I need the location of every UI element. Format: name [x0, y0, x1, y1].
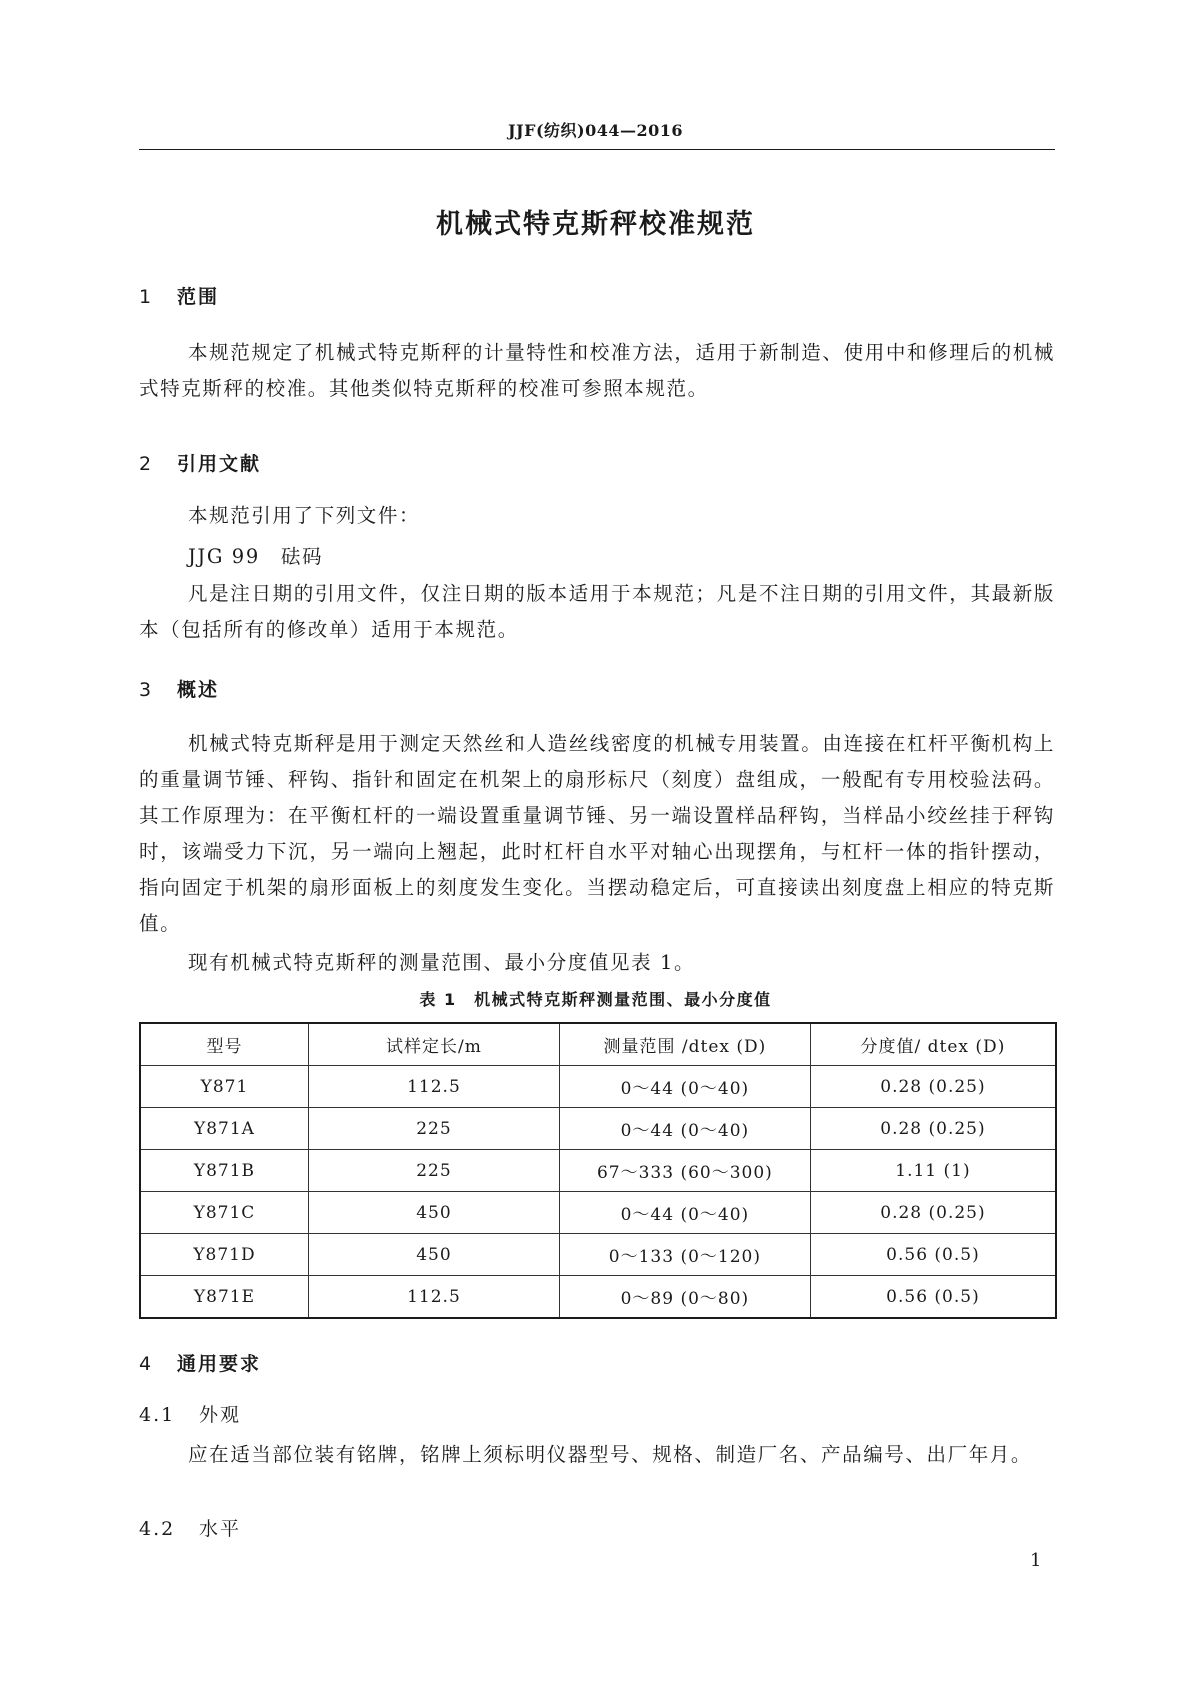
section-3-paragraph-1: 机械式特克斯秤是用于测定天然丝和人造丝线密度的机械专用装置。由连接在杠杆平衡机构上的重量调节锤、秤钩、指针和固定在机架上的扇形标尺（刻度）盘组成，一般配有专用校验法码。其工作原理为：在平衡杠杆的一端设置重量调节锤、另一端设置样品秤钩，当样品小绞丝挂于秤钩时，该端受力下沉，另一端向上翘起，此时杠杆自水平对轴心出现摆角，与杠杆一体的指针摆动，指向固定于机架的扇形面板上的刻度发生变化。当摆动稳定后，可直接读出刻度盘上相应的特克斯值。 [139, 732, 1055, 935]
table-row [140, 1192, 1056, 1234]
table-row [140, 1066, 1056, 1108]
document-title: 机械式特克斯秤校准规范 [436, 209, 755, 240]
subsection-4-2-heading [139, 1514, 241, 1541]
subsection-title: 外观 [199, 1404, 242, 1426]
table-cell: 0.28 (0.25) [810, 1192, 1056, 1234]
table-cell: 450 [308, 1192, 559, 1234]
table-cell: 0～89 (0～80) [559, 1276, 810, 1319]
subsection-title: 水平 [199, 1518, 242, 1540]
table-cell: 0～44 (0～40) [559, 1108, 810, 1150]
subsection-4-1-paragraph: 应在适当部位装有铭牌，铭牌上须标明仪器型号、规格、制造厂名、产品编号、出厂年月。 [188, 1443, 1033, 1466]
section-1-paragraph: 本规范规定了机械式特克斯秤的计量特性和校准方法，适用于新制造、使用中和修理后的机械式特克斯秤的校准。其他类似特克斯秤的校准可参照本规范。 [139, 341, 1055, 400]
column-header: 试样定长/m [308, 1023, 559, 1066]
table-row [140, 1150, 1056, 1192]
section-3-heading [139, 675, 219, 702]
section-number: 3 [139, 679, 154, 701]
section-4-heading [139, 1349, 261, 1376]
table-cell: 0.56 (0.5) [810, 1234, 1056, 1276]
section-title: 范围 [177, 286, 220, 308]
page-number: 1 [1030, 1550, 1042, 1571]
section-1-heading [139, 282, 219, 309]
section-number: 4 [139, 1353, 154, 1375]
column-header: 分度值/ dtex (D) [810, 1023, 1056, 1066]
references-intro: 本规范引用了下列文件： [188, 504, 421, 527]
table-cell: Y871D [140, 1234, 308, 1276]
reference-item: JJG 99 砝码 [188, 545, 324, 568]
table-cell: 0～44 (0～40) [559, 1192, 810, 1234]
section-number: 2 [139, 453, 154, 475]
table-header-row [140, 1023, 1056, 1066]
table-cell: 450 [308, 1234, 559, 1276]
table-cell: Y871 [140, 1066, 308, 1108]
section-title: 引用文献 [177, 453, 262, 475]
section-number: 1 [139, 286, 154, 308]
table-cell: 0～44 (0～40) [559, 1066, 810, 1108]
spec-table [139, 1022, 1057, 1319]
table-cell: Y871E [140, 1276, 308, 1319]
table-cell: Y871C [140, 1192, 308, 1234]
table-cell: 0～133 (0～120) [559, 1234, 810, 1276]
table-cell: 112.5 [308, 1276, 559, 1319]
subsection-number: 4.2 [139, 1518, 176, 1540]
section-2-paragraph: 凡是注日期的引用文件，仅注日期的版本适用于本规范；凡是不注日期的引用文件，其最新版本（包括所有的修改单）适用于本规范。 [139, 582, 1055, 641]
section-3-paragraph-2: 现有机械式特克斯秤的测量范围、最小分度值见表 1。 [188, 951, 696, 974]
standard-code: JJF(纺织)044—2016 [507, 121, 684, 140]
column-header: 型号 [140, 1023, 308, 1066]
table-cell: 225 [308, 1150, 559, 1192]
section-title: 通用要求 [177, 1353, 262, 1375]
table-cell: 0.28 (0.25) [810, 1108, 1056, 1150]
subsection-4-1-heading [139, 1400, 241, 1427]
table-cell: 1.11 (1) [810, 1150, 1056, 1192]
table-cell: 0.56 (0.5) [810, 1276, 1056, 1319]
table-cell: Y871B [140, 1150, 308, 1192]
table-cell: 112.5 [308, 1066, 559, 1108]
column-header: 测量范围 /dtex (D) [559, 1023, 810, 1066]
table-cell: 0.28 (0.25) [810, 1066, 1056, 1108]
subsection-number: 4.1 [139, 1404, 176, 1426]
table-cell: 225 [308, 1108, 559, 1150]
table-cell: 67～333 (60～300) [559, 1150, 810, 1192]
table-row [140, 1108, 1056, 1150]
section-2-heading [139, 449, 261, 476]
section-title: 概述 [177, 679, 220, 701]
header-divider [139, 149, 1055, 150]
table-caption: 表 1 机械式特克斯秤测量范围、最小分度值 [419, 990, 772, 1009]
table-row [140, 1234, 1056, 1276]
table-cell: Y871A [140, 1108, 308, 1150]
table-row [140, 1276, 1056, 1319]
